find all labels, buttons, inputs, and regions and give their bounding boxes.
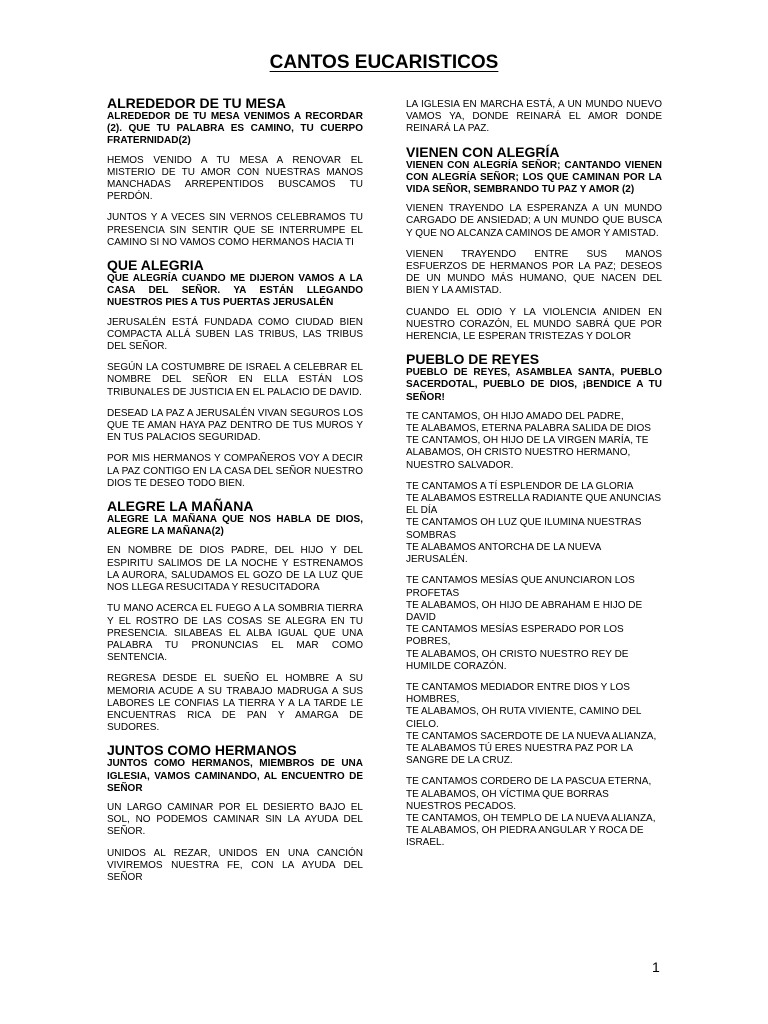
- song-block: [406, 145, 662, 344]
- song-block: [107, 258, 363, 490]
- song-verse: TE CANTAMOS, OH HIJO AMADO DEL PADRE, TE ALABAMOS, ETERNA PALABRA SALIDA DE DIOS TE CANTAMOS, OH HIJO DE LA VIRGEN MARÍA, TE ALABAMOS, OH CRISTO NUESTRO HERMANO, NUESTRO SALVADOR.: [406, 410, 651, 471]
- song-title: VIENEN CON ALEGRÍA: [406, 143, 560, 160]
- song-chorus: QUE ALEGRÍA CUANDO ME DIJERON VAMOS A LA CASA DEL SEÑOR. YA ESTÁN LLEGANDO NUESTROS PIES A TUS PUERTAS JERUSALÉN: [107, 273, 363, 309]
- left-column: [107, 96, 363, 893]
- song-verse: UN LARGO CAMINAR POR EL DESIERTO BAJO EL SOL, NO PODEMOS CAMINAR SIN LA AYUDA DEL SEÑOR.: [107, 801, 363, 838]
- song-title: ALEGRE LA MAÑANA: [107, 498, 254, 515]
- right-column: [406, 99, 662, 859]
- song-verse: TE CANTAMOS MEDIADOR ENTRE DIOS Y LOS HOMBRES, TE ALABAMOS, OH RUTA VIVIENTE, CAMINO DEL CIELO. TE CANTAMOS SACERDOTE DE LA NUEVA ALIANZA, TE ALABAMOS TÚ ERES NUESTRA PAZ POR LA SANGRE DE LA CRUZ.: [406, 681, 657, 767]
- song-block: [107, 743, 363, 884]
- song-verse: VIENEN TRAYENDO LA ESPERANZA A UN MUNDO CARGADO DE ANSIEDAD; A UN MUNDO QUE BUSCA Y QUE NO ALCANZA CAMINOS DE AMOR Y AMISTAD.: [406, 203, 662, 239]
- song-chorus: PUEBLO DE REYES, ASAMBLEA SANTA, PUEBLO SACERDOTAL, PUEBLO DE DIOS, ¡BENDICE A TU SEÑOR!: [406, 367, 662, 403]
- song-chorus: VIENEN CON ALEGRÍA SEÑOR; CANTANDO VIENEN CON ALEGRÍA SEÑOR; LOS QUE CAMINAN POR LA VIDA SEÑOR, SEMBRANDO TU PAZ Y AMOR (2): [406, 159, 662, 196]
- song-chorus: ALREDEDOR DE TU MESA VENIMOS A RECORDAR (2). QUE TU PALABRA ES CAMINO, TU CUERPO FRATERNIDAD(2): [107, 111, 363, 147]
- song-title: QUE ALEGRIA: [107, 257, 204, 274]
- song-verse: JERUSALÉN ESTÁ FUNDADA COMO CIUDAD BIEN COMPACTA ALLÁ SUBEN LAS TRIBUS, LAS TRIBUS DEL SEÑOR.: [107, 316, 363, 353]
- song-verse: VIENEN TRAYENDO ENTRE SUS MANOS ESFUERZOS DE HERMANOS POR LA PAZ; DESEOS DE UN MUNDO MÁS HUMANO, QUE NACEN DEL BIEN Y LA AMISTAD.: [406, 248, 662, 297]
- song-verse: EN NOMBRE DE DIOS PADRE, DEL HIJO Y DEL ESPIRITU SALIMOS DE LA NOCHE Y ESTRENAMOS LA AURORA, SALUDAMOS EL GOZO DE LA LUZ QUE NOS LLEGA RESUCITADA Y RESUCITADORA: [107, 545, 363, 594]
- song-verse: TU MANO ACERCA EL FUEGO A LA SOMBRIA TIERRA Y EL ROSTRO DE LAS COSAS SE ALEGRA EN TU PRESENCIA. SILABEAS EL ALBA IGUAL QUE UNA PALABRA TU PRONUNCIAS EL MAR COMO SENTENCIA.: [107, 603, 363, 664]
- song-verse: LA IGLESIA EN MARCHA ESTÁ, A UN MUNDO NUEVO VAMOS YA, DONDE REINARÁ EL AMOR DONDE REINARÁ LA PAZ.: [406, 99, 662, 135]
- song-verse: POR MIS HERMANOS Y COMPAÑEROS VOY A DECIR LA PAZ CONTIGO EN LA CASA DEL SEÑOR NUESTRO DIOS TE DESEO TODO BIEN.: [107, 453, 363, 489]
- song-verse: DESEAD LA PAZ A JERUSALÉN VIVAN SEGUROS LOS QUE TE AMAN HAYA PAZ DENTRO DE TUS MUROS Y EN TUS PALACIOS SEGURIDAD.: [107, 407, 363, 444]
- song-block: [107, 96, 363, 249]
- song-block: [406, 99, 662, 136]
- song-title: ALREDEDOR DE TU MESA: [107, 95, 286, 111]
- song-verse: JUNTOS Y A VECES SIN VERNOS CELEBRAMOS TU PRESENCIA SIN SENTIR QUE SE INTERRUMPE EL CAMINO SI NO VAMOS COMO HERMANOS HACIA TI: [107, 212, 363, 248]
- song-verse: REGRESA DESDE EL SUEÑO EL HOMBRE A SU MEMORIA ACUDE A SU TRABAJO MADRUGA A SUS LABORES LE CONFIAS LA TIERRA Y A LA TARDE LE ENCUENTRAS RICA DE PAN Y AMARGA DE SUDORES.: [107, 673, 363, 734]
- song-verse: CUANDO EL ODIO Y LA VIOLENCIA ANIDEN EN NUESTRO CORAZÓN, EL MUNDO SABRÁ QUE POR HERENCIA, LE ESPERAN TRISTEZAS Y DOLOR: [406, 306, 662, 343]
- song-chorus: ALEGRE LA MAÑANA QUE NOS HABLA DE DIOS, ALEGRE LA MAÑANA(2): [107, 514, 363, 538]
- song-title: PUEBLO DE REYES: [406, 351, 540, 368]
- song-verse: HEMOS VENIDO A TU MESA A RENOVAR EL MISTERIO DE TU AMOR CON NUESTRAS MANOS MANCHADAS ARREPENTIDOS BUSCAMOS TU PERDÓN.: [107, 154, 363, 203]
- song-block: [406, 352, 662, 849]
- song-verse: TE CANTAMOS CORDERO DE LA PASCUA ETERNA, TE ALABAMOS, OH VÍCTIMA QUE BORRAS NUESTROS PECADOS. TE CANTAMOS, OH TEMPLO DE LA NUEVA ALIANZA, TE ALABAMOS, OH PIEDRA ANGULAR Y ROCA DE ISRAEL.: [406, 776, 656, 849]
- page-number: 1: [652, 959, 660, 975]
- song-verse: TE CANTAMOS A TÍ ESPLENDOR DE LA GLORIA TE ALABAMOS ESTRELLA RADIANTE QUE ANUNCIAS EL DÍA TE CANTAMOS OH LUZ QUE ILUMINA NUESTRAS SOMBRAS TE ALABAMOS ANTORCHA DE LA NUEVA JERUSALÉN.: [406, 480, 662, 566]
- song-chorus: JUNTOS COMO HERMANOS, MIEMBROS DE UNA IGLESIA, VAMOS CAMINANDO, AL ENCUENTRO DE SEÑOR: [107, 758, 363, 794]
- song-verse: TE CANTAMOS MESÍAS QUE ANUNCIARON LOS PROFETAS TE ALABAMOS, OH HIJO DE ABRAHAM E HIJO DE DAVID TE CANTAMOS MESÍAS ESPERADO POR LOS POBRES, TE ALABAMOS, OH CRISTO NUESTRO REY DE HUMILDE CORAZÓN.: [406, 575, 643, 672]
- song-verse: SEGÚN LA COSTUMBRE DE ISRAEL A CELEBRAR EL NOMBRE DEL SEÑOR EN ELLA ESTÁN LOS TRIBUNALES DE JUSTICIA EN EL PALACIO DE DAVID.: [107, 362, 363, 398]
- page-title: CANTOS EUCARISTICOS: [269, 52, 499, 73]
- song-verse: UNIDOS AL REZAR, UNIDOS EN UNA CANCIÓN VIVIREMOS NUESTRA FE, CON LA AYUDA DEL SEÑOR: [107, 847, 363, 883]
- song-block: [107, 499, 363, 734]
- song-title: JUNTOS COMO HERMANOS: [107, 742, 297, 759]
